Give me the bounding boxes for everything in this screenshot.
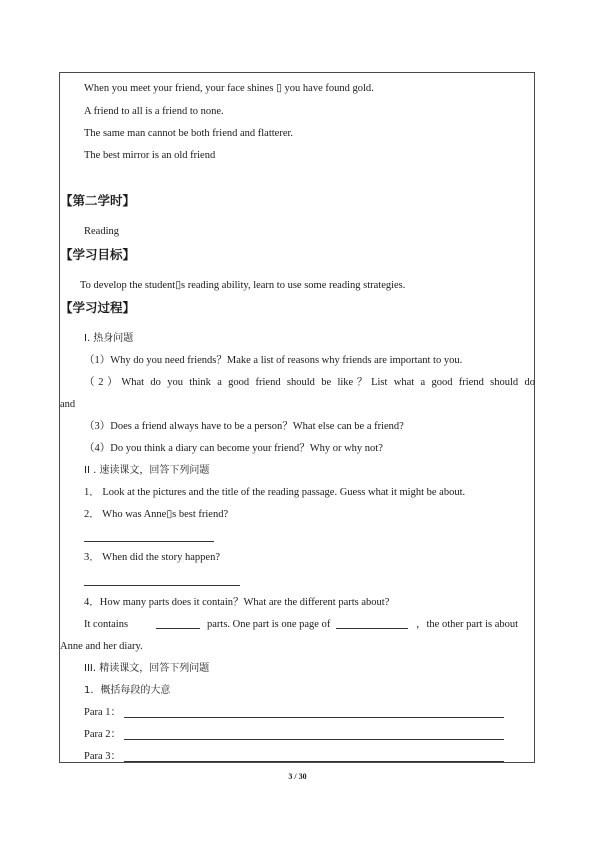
skim-title: II . 速读课文，回答下列问题: [84, 465, 210, 476]
careful-q1: 1．概括每段的大意: [84, 685, 171, 696]
careful-title: III. 精读课文，回答下列问题: [84, 663, 210, 674]
content-frame: [59, 72, 535, 763]
skim-q3-answer-line[interactable]: [84, 585, 240, 586]
para-1-answer-line[interactable]: [124, 717, 504, 718]
skim-q4-answer-start: It contains: [84, 619, 129, 630]
goal-heading: 【学习目标】: [60, 247, 136, 262]
process-heading: 【学习过程】: [60, 300, 136, 315]
warmup-q2-line2: and: [60, 399, 76, 410]
section2-subtitle: Reading: [84, 226, 119, 237]
warmup-q1: （1）Why do you need friends？Make a list of reasons why friends are important to you.: [84, 355, 463, 366]
skim-q4-answer-mid: parts. One part is one page of: [207, 619, 331, 630]
para-3-label: Para 3：: [84, 751, 122, 762]
proverb-2: A friend to all is a friend to none.: [84, 106, 224, 117]
para-1-label: Para 1：: [84, 707, 122, 718]
para-2-label: Para 2：: [84, 729, 122, 740]
warmup-title: I. 热身问题: [84, 333, 134, 344]
skim-q3: 3． When did the story happen?: [84, 552, 220, 563]
skim-q1: 1． Look at the pictures and the title of the reading passage. Guess what it might be about.: [84, 487, 466, 498]
skim-q4-answer-line2: Anne and her diary.: [60, 641, 143, 652]
warmup-q3: （3）Does a friend always have to be a person？What else can be a friend?: [84, 421, 404, 432]
para-2-answer-line[interactable]: [124, 739, 504, 740]
skim-q4-blank-count[interactable]: [156, 628, 200, 629]
proverb-1: When you meet your friend, your face shines ▯ you have found gold.: [84, 83, 374, 94]
warmup-q2-line1: （2）What do you think a good friend should be like？List what a good friend should do: [84, 377, 535, 388]
section2-heading: 【第二学时】: [60, 193, 136, 208]
para-3-answer-line[interactable]: [124, 761, 504, 762]
proverb-4: The best mirror is an old friend: [84, 150, 216, 161]
warmup-q4: （4）Do you think a diary can become your friend？Why or why not?: [84, 443, 383, 454]
skim-q4: 4．How many parts does it contain？What are the different parts about?: [84, 597, 390, 608]
skim-q4-blank-page[interactable]: [336, 628, 408, 629]
page-number: 3 / 30: [288, 772, 307, 781]
skim-q2-answer-line[interactable]: [84, 541, 214, 542]
skim-q2: 2． Who was Anne▯s best friend?: [84, 509, 229, 520]
goal-text: To develop the student▯s reading ability, learn to use some reading strategies.: [80, 280, 406, 291]
proverb-3: The same man cannot be both friend and flatterer.: [84, 128, 294, 139]
skim-q4-answer-end: ，the other part is about: [416, 619, 519, 630]
